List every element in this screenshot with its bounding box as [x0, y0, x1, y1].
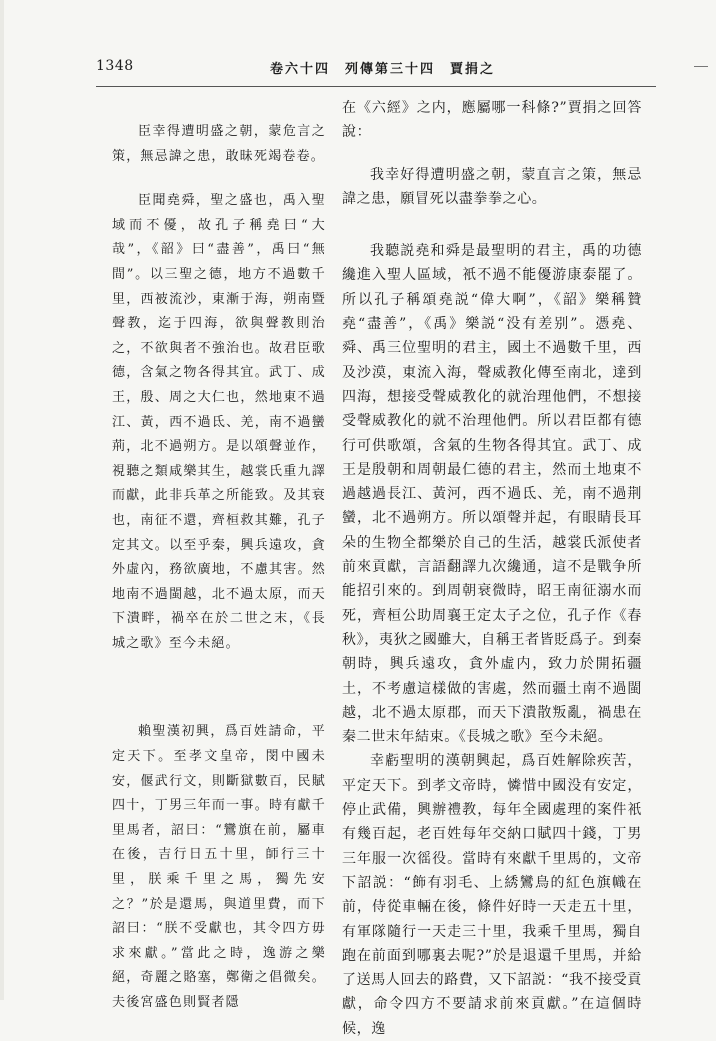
- page-number: 1348: [96, 58, 134, 74]
- translation-paragraph: 在《六經》之内，應屬哪一科條?”賈捐之回答說：: [342, 100, 642, 141]
- classical-text-column: [112, 96, 326, 1016]
- translation-column: [342, 96, 642, 1041]
- translation-paragraph: 幸虧聖明的漢朝興起，爲百姓解除疾苦，平定天下。到孝文帝時，憐惜中國没有安定，停止武備，興辦禮教，每年全國處理的案件衹有幾百起，老百姓每年交納口賦四十錢，丁男三年服一次徭役。當時有來獻千里馬的，文帝下詔説：“飾有羽毛、上綉鸞鳥的紅色旗幟在前，侍從車輛在後，條件好時一天走五十里，有軍隊隨行一天走三十里，我乘千里馬，獨自跑在前面到哪裏去呢?”於是退還千里馬，并給了送馬人回去的路費，又下詔説：“我不接受貢獻，命令四方不要請求前來貢獻。”在這個時候，逸: [342, 753, 642, 1037]
- classical-paragraph: 臣聞堯舜，聖之盛也，禹入聖域而不優，故孔子稱堯曰“大哉”，《韶》曰“盡善”，禹曰“無間”。以三聖之德，地方不過數千里，西被流沙，東漸于海，朔南暨聲教，迄于四海，欲與聲教則治之，不欲與者不強治也。故君臣歌德，含氣之物各得其宜。武丁、成王，殷、周之大仁也，然地東不過江、黃，西不過氐、羌，南不過蠻荊，北不過朔方。是以頌聲並作，視聽之類咸樂其生，越裳氏重九譯而獻，此非兵革之所能致。及其衰也，南征不還，齊桓救其難，孔子定其文。以至乎秦，興兵遠攻，貪外虛內，務欲廣地，不慮其害。然地南不過閩越，北不過太原，而天下潰畔，禍卒在於二世之末，《長城之歌》至今未絕。: [112, 193, 326, 651]
- page-header: [0, 58, 716, 82]
- translation-paragraph: 我幸好得遭明盛之朝，蒙直言之策，無忌諱之患，願冒死以盡拳拳之心。: [342, 166, 642, 207]
- running-title: 卷六十四 列傳第三十四 賈捐之: [270, 62, 496, 77]
- scan-edge: [0, 0, 4, 1000]
- classical-paragraph: 臣幸得遭明盛之朝，蒙危言之策，無忌諱之患，敢昧死竭卷卷。: [112, 124, 326, 164]
- header-rule: [96, 86, 656, 87]
- edge-mark: [694, 66, 708, 67]
- translation-paragraph: 我聽説堯和舜是最聖明的君主，禹的功德纔進入聖人區域，衹不過不能優游康泰罷了。所以孔子稱頌堯説“偉大啊”，《韶》樂稱贊堯“盡善”，《禹》樂説“没有差别”。憑堯、舜、禹三位聖明的君主，國土不過數千里，西及沙漠，東流入海，聲威教化傳至南北，達到四海，想接受聲威教化的就治理他們，不想接受聲威教化的就不治理他們。所以君臣都有德行可供歌頌，含氣的生物各得其宜。武丁、成王是殷朝和周朝最仁德的君主，然而土地東不過越過長江、黃河，西不過氐、羌，南不過荆蠻，北不過朔方。所以頌聲并起，有眼睛長耳朵的生物全都樂於自己的生活，越裳氏派使者前來貢獻，言語翻譯九次纔通，這不是戰争所能招引來的。到周朝衰微時，昭王南征溺水而死，齊桓公助周襄王定太子之位，孔子作《春秋》，夷狄之國雖大，自稱王者皆貶爲子。到秦朝時，興兵遠攻，貪外虛内，致力於開拓疆土，不考慮這樣做的害處，然而疆土南不過閩越，北不過太原郡，而天下潰散叛亂，禍患在秦二世末年結束。《長城之歌》至今未絕。: [342, 243, 642, 746]
- classical-paragraph: 賴聖漢初興，爲百姓請命，平定天下。至孝文皇帝，閔中國未安，偃武行文，則斷獄數百，民賦四十，丁男三年而一事。時有獻千里馬者，詔曰：“鸞旗在前，屬車在後，吉行日五十里，師行三十里，朕乘千里之馬，獨先安之？”於是還馬，與道里費，而下詔曰：“朕不受獻也，其令四方毋求來獻。”當此之時，逸游之樂絕，奇麗之賂塞，鄭衛之倡微矣。夫後宮盛色則賢者隱: [112, 724, 326, 1010]
